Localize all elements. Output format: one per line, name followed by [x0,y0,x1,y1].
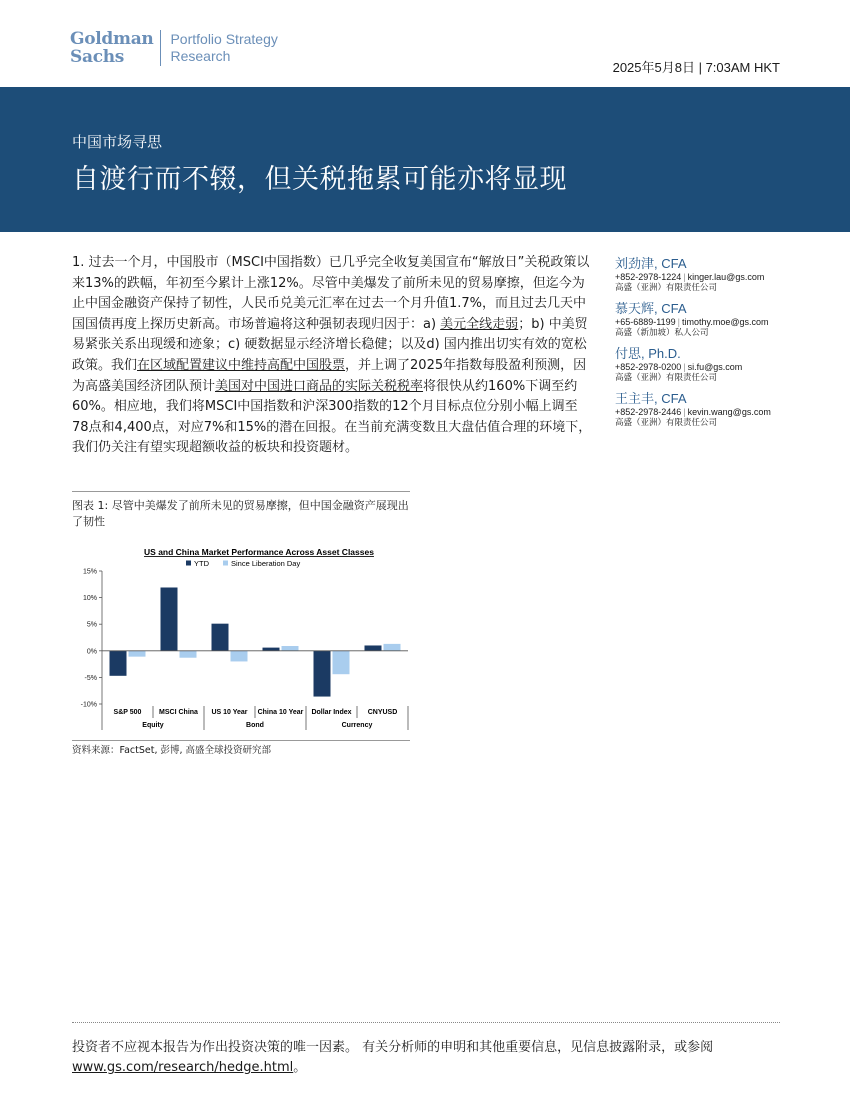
paragraph-text-a: 1. 过去一个月，中国股市（MSCI中国指数）已几乎完全收复美国宣布“解放日”关税政策以来13%的跌幅，年初至今累计上涨12%。尽管中美爆发了前所未见的贸易摩擦，但迄今为止中国金融资产保持了韧性，人民币兑美元汇率在过去一个月升值1.7%，而且过去几天中国国债再度上探历史新高。市场普遍将这种强韧表现归因于：a) [72,255,590,332]
category-label: S&P 500 [113,709,142,716]
author-name[interactable]: 刘劲津, CFA [615,256,687,271]
contact-separator: | [677,317,680,327]
category-label: Dollar Index [311,709,352,716]
author-email[interactable]: kinger.lau@gs.com [687,272,765,282]
exhibit-source: 资料来源：FactSet, 彭博, 高盛全球投资研究部 [72,745,272,756]
link-regional-allocation[interactable]: 在区域配置建议中维持高配中国股票 [137,357,346,373]
category-label: MSCI China [159,709,198,716]
title-banner [0,87,850,232]
group-label: Currency [341,722,373,729]
paragraph-text-b: ；b) 中美贸易紧张关系出现缓和迹象；c) 硬数据显示经济增长稳健；以及d) 国内推出切实有效的宽松政策。我们 [72,316,588,373]
group-label: Bond [246,722,264,729]
group-label: Equity [142,722,164,729]
report-date: 2025年5月8日 | 7:03AM HKT [612,60,780,75]
author-firm: 高盛（亚洲）有限责任公司 [615,283,718,293]
y-tick-label: -5% [84,674,97,682]
paragraph-text-d: 将很快从约160%下调至约60%。相应地，我们将MSCI中国指数和沪深300指数的12个月目标点位分别小幅上调至78点和4,400点，对应7%和15%的潜在回报。在当前充满变数且大盘估值合理的环境下，我们仍关注有望实现超额收益的板块和投资题材。 [72,378,592,456]
bar-ytd [110,651,127,676]
contact-separator: | [683,362,686,372]
disclosure-link[interactable]: www.gs.com/research/hedge.html [72,1060,294,1075]
goldman-sachs-logo [70,30,278,66]
unit-line-1: Portfolio Strategy [170,31,278,47]
author-card [615,300,795,339]
author-contact [615,362,795,373]
bar-since-liberation-day [231,651,248,662]
author-contact [615,272,795,283]
research-unit [170,31,277,65]
series-name: 中国市场寻思 [72,133,163,151]
link-usd-weakness[interactable]: 美元全线走弱 [440,316,519,332]
author-email[interactable]: timothy.moe@gs.com [681,317,769,327]
bar-ytd [161,587,178,650]
category-label: US 10 Year [211,709,248,716]
logo-line-goldman: Goldman [70,29,154,49]
y-tick-label: -10% [80,701,97,709]
logo-line-sachs: Sachs [70,47,125,67]
author-card [615,255,795,294]
bar-since-liberation-day [282,646,299,651]
author-email[interactable]: kevin.wang@gs.com [687,407,771,417]
y-tick-label: 5% [86,621,97,629]
bar-since-liberation-day [180,651,197,658]
bar-since-liberation-day [333,651,350,674]
author-phone: +852-2978-1224 [615,272,682,282]
exhibit-caption: 图表 1: 尽管中美爆发了前所未见的贸易摩擦，但中国金融资产展现出了韧性 [72,499,409,528]
author-list [615,255,795,435]
footer-text: 投资者不应视本报告为作出投资决策的唯一因素。 有关分析师的申明和其他重要信息，见信息披露附录，或参阅 [72,1040,714,1055]
author-card [615,390,795,429]
disclosure-footer [72,1038,780,1078]
bar-since-liberation-day [129,651,146,657]
author-name[interactable]: 王主丰, CFA [615,391,687,406]
author-name[interactable]: 付思, Ph.D. [615,346,681,361]
logo-wordmark [70,30,153,66]
y-tick-label: 10% [82,595,97,603]
summary-paragraph [72,253,592,459]
chart-container [72,544,410,734]
author-firm: 高盛（新加坡）私人公司 [615,328,709,338]
footer-divider [72,1022,780,1023]
legend-label: YTD [194,559,209,568]
bar-ytd [263,648,280,651]
author-phone: +852-2978-0200 [615,362,682,372]
author-phone: +65-6889-1199 [615,317,676,327]
author-card [615,345,795,384]
author-email[interactable]: si.fu@gs.com [687,362,743,372]
author-contact [615,317,795,328]
bar-chart [72,544,410,734]
exhibit-1 [72,491,410,758]
author-firm: 高盛（亚洲）有限责任公司 [615,418,718,428]
author-name[interactable]: 慕天辉, CFA [615,301,687,316]
report-title: 自渡行而不辍，但关税拖累可能亦将显现 [72,164,567,195]
link-effective-tariff-rate[interactable]: 美国对中国进口商品的实际关税税率 [215,378,424,394]
author-contact [615,407,795,418]
bar-ytd [365,645,382,650]
legend-swatch [186,561,191,566]
y-tick-label: 15% [82,568,97,576]
y-tick-label: 0% [86,648,97,656]
category-label: CNYUSD [367,709,398,716]
contact-separator: | [683,272,686,282]
author-firm: 高盛（亚洲）有限责任公司 [615,373,718,383]
contact-separator: | [683,407,686,417]
logo-divider [160,30,161,66]
paragraph-text-c: ，并上调了2025年指数每股盈利预测，因为高盛美国经济团队预计 [72,357,587,394]
bar-ytd [212,624,229,651]
category-label: China 10 Year [257,709,304,716]
legend-swatch [223,561,228,566]
author-phone: +852-2978-2446 [615,407,682,417]
chart-title: US and China Market Performance Across Asset Classes [144,547,374,557]
legend-label: Since Liberation Day [231,559,301,568]
bar-since-liberation-day [384,644,401,651]
bar-ytd [314,651,331,697]
footer-end: 。 [293,1060,307,1075]
unit-line-2: Research [170,48,231,64]
